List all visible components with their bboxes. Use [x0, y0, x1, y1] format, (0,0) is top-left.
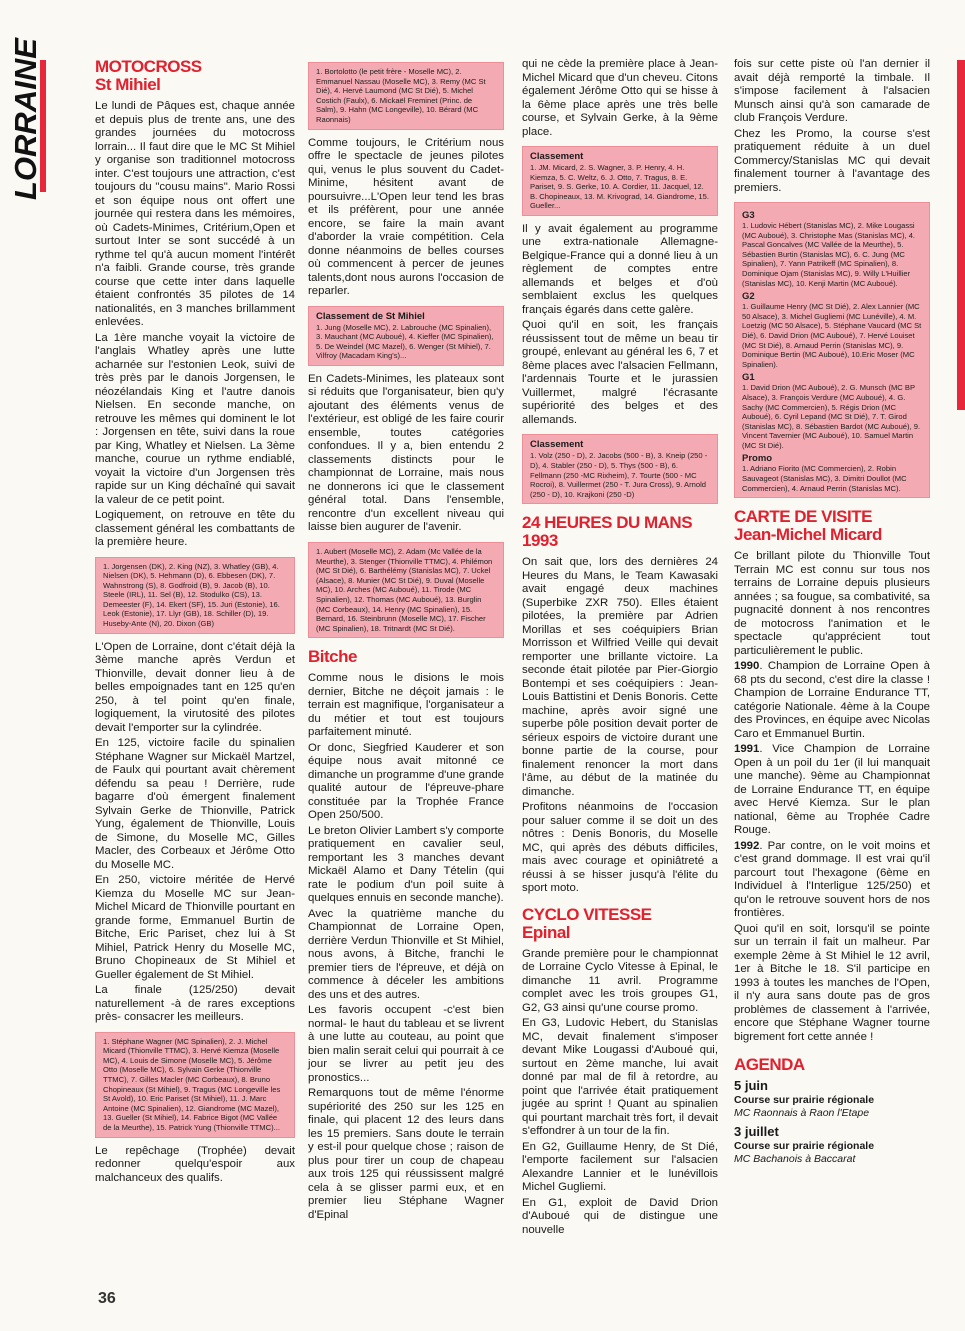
paragraph: La finale (125/250) devait naturellement -à de rares exceptions près- consacrer les meilleurs.: [95, 984, 295, 1024]
paragraph: Quoi qu'il en soit, lorsqu'il se pointe sur un terrain il fait un malheur. Par exemple 2ème à St Mihiel le 12 avril, 1er à Bitche le 18. S'il participe en 1993 à toutes les manches de l'Open, il n'y aura sans doute pas de gros problèmes de classement à l'arrivée, encore que Stéphane Wagner tourne bigrement fort cette année !: [734, 922, 930, 1043]
paragraph: En G1, exploit de David Drion d'Auboué qui de distingue une nouvelle: [522, 1196, 718, 1236]
paragraph: [734, 840, 930, 921]
year-text: . Vice Champion de Lorraine Open à un poil du 1er (il lui manquait une manche). 9ème au Championnat de Lorraine Endurance TT, en équipe avec Hervé Kiemza. Sur le plan national, 6ème au Trophée Cadre Rouge.: [734, 743, 930, 837]
column-3: [522, 58, 718, 1239]
paragraph: Les favoris occupent -c'est bien normal- le haut du tableau et se livrent à une lutte au couteau, au point que bien malin serait celui qui pourrait à ce jour se livrer au petit jeu des pronostics...: [308, 1004, 504, 1084]
paragraph: Comme nous le disions le mois dernier, Bitche ne déçoit jamais : le terrain est magnifique, l'organisateur a du métier et tout est toujours parfaitement minuté.: [308, 672, 504, 739]
year-text: . Champion de Lorraine Open à 68 pts du second, c'est dire la classe ! Champion de Lorraine Endurance TT, catégorie Nationale. 4ème à la Coupe des Provinces, en équipe avec Nicolas Caro et Emmanuel Burtin.: [734, 660, 930, 740]
carte-visite-title: [734, 508, 930, 544]
paragraph: Quoi qu'il en soit, les français réussissent tout de même un beau tir groupé, enlevant au général les 6, 7 et 8ème places avec l'alsacien Fellmann, l'ardennais Tourte et le jurassien Vuillermet, malgré l'écrasante supériorité des belges et des allemands.: [522, 319, 718, 426]
title-line-2: 1993: [522, 531, 558, 551]
paragraph: Or donc, Siegfried Kauderer et son équipe nous avait mitonné ce dimanche un programme d'une grande qualité autour de l'épreuve-phare constituée par la Trophée France Open 250/500.: [308, 741, 504, 822]
agenda-date: 5 juin: [734, 1078, 768, 1094]
paragraph: Profitons néanmoins de l'occasion pour saluer comme il se doit un des nôtres : Denis Bonoris, du Moselle MC, qui après des débuts difficiles, mais avec courage et opiniâtreté a réussi à se hisser jusqu'à l'élite du sport moto.: [522, 801, 718, 895]
paragraph: Avec la quatrième manche du Championnat de Lorraine Open, derrière Verdun Thionville et St Mihiel, nous avons, à Bitche, franchi le premier tiers de l'épreuve, et déjà on commence à déceler les ambitions des uns et des autres.: [308, 907, 504, 1001]
column-1: [95, 58, 295, 1187]
paragraph: Chez les Promo, la course s'est pratiquement réduite à un duel Commercy/Stanislas MC qui devait finalement tourner à l'avantage des premiers.: [734, 127, 930, 194]
year-text: . Par contre, on le voit moins et c'est grand dommage. Il est vrai qu'il parcourt tout l'hexagone (6ème en Individuel à l'Interligue 125/250) et qu'on le retrouve souvent hors de nos frontières.: [734, 839, 930, 920]
paragraph: Grande première pour le championnat de Lorraine Cyclo Vitesse à Epinal, le dimanche 11 avril. Programme complet avec les trois groupes G1, G2, G3 ainsi qu'une course promo.: [522, 947, 718, 1014]
box-text: 1. Adriano Fiorito (MC Commercien), 2. Robin Sauvageot (Stanislas MC), 3. Dimitri Doullot (MC Commercien), 4. Arnaud Perrin (Stanislas MC).: [742, 464, 907, 493]
agenda-title: [734, 1056, 930, 1074]
paragraph: En Cadets-Minimes, les plateaux sont si réduits que l'organisateur, bien qu'y ajoutant des éléments venus de l'extérieur, est obligé de les faire courir ensemble, toutes catégories confondues. Il y a, bien entendu 2 classements distincts pour le championnat de Lorraine, mais nous ne donnerons ici que le classement général total. Dans l'ensemble, rencontre d'un excellent niveau qui laisse bien augurer de l'avenir.: [308, 372, 504, 534]
paragraph: Le breton Olivier Lambert s'y comporte pratiquement en cavalier seul, remportant les 3 manches devant Mickaël Alamo et Dany Tételin (qui rate le podium d'un poil suite à quelques ennuis en seconde manche).: [308, 824, 504, 905]
bitche-title: [308, 648, 504, 666]
box-text: 1. Ludovic Hébert (Stanislas MC), 2. Mike Lougassi (MC Auboué), 3. Christophe Mas (Stanislas MC), 4. Pascal Goncalves (MC Vallée de la Meurthe), 5. Sébastien Burtin (Stanislas MC), 6. C. Jung (MC Spinalien), 7. Yann Patrikeff (MC Spinalien), 8. Dominique Ojam (Stanislas MC), 9. Willy L'Huillier (Stanislas MC), 10. Kenji Martin (MC Auboué).: [742, 221, 916, 288]
box-text: 1. David Drion (MC Auboué), 2. G. Munsch (MC BP Alsace), 3. François Verdure (MC Auboué), 4. G. Sachy (MC Commercien), 5. Régis Drion (MC Auboué), 6. Cyril Lepand (MC St Dié), 7. T. Girod (Stanislas MC), 8. Sébastien Bardot (MC Auboué), 9. Vincent Tavernier (MC Auboué), 10. Samuel Martin (MC St Dié).: [742, 383, 921, 450]
paragraph: En 250, victoire méritée de Hervé Kiemza du Moselle MC sur Jean-Michel Micard de Thionville pourtant en grande forme, Emmanuel Burtin de Bitche, Eric Pariset, chez lui à St Mihiel, Patrick Henry du Moselle MC, Bruno Chopineaux de St Mihiel et Gueller également de St Mihiel.: [95, 874, 295, 981]
paragraph: Comme toujours, le Critérium nous offre le spectacle de jeunes pilotes qui, venus le plus souvent du Cadet-Minime, hésitent avant de poursuivre...L'Open leur tend les bras et ils préfèrent, pour une année encore, se faire la main avant d'aborder la vraie compétition. Cela donne néanmoins de belles courses où commencent à percer de jeunes talents,dont nous aurons l'occasion de reparler.: [308, 136, 504, 298]
box-title: Classement: [530, 151, 584, 162]
paragraph: En 125, victoire facile du spinalien Stéphane Wagner sur Mickaël Martzel, de Faulx qui pourtant avait chèrement défendu sa peau ! Derrière, rude bagarre d'où émergent finalement Sylvain Gerke de Thionville, Patrick Yung, également de Thionville, Louis de Simone, du Moselle MC, Gilles Macler, des Corbeaux et Jérôme Otto du Moselle MC.: [95, 737, 295, 871]
results-box: [522, 434, 718, 504]
agenda-place: MC Raonnais à Raon l'Etape: [734, 1107, 870, 1120]
title-line-1: MOTOCROSS: [95, 57, 202, 76]
right-accent-bar: [957, 60, 965, 410]
column-2: [308, 58, 504, 1224]
results-box: 1. Stéphane Wagner (MC Spinalien), 2. J. Michel Micard (Thionville TTMC), 3. Hervé Kiemza (Moselle MC), 4. Louis de Simone (Moselle MC), 5. Jérôme Otto (Moselle MC), 6. Sylvain Gerke (Thionville TTMC), 7. Gilles Macler (MC Corbeaux), 8. Bruno Chopineaux (St Mihiel), 9. Tragus (MC Longeville les St Avold), 10. Eric Pariset (St Mihiel), 11. J. Marc Antoine (MC Spinalien), 12. Giandrome (MC Mazel), 13. Gueller (St Mihiel), 14. Fabrice Bigot (MC Vallée de la Meurthe), 15. Patrick Yung (Thionville TTMC)...: [95, 1032, 295, 1138]
year: 1991: [734, 743, 760, 756]
agenda-event: Course sur prairie régionale: [734, 1140, 875, 1153]
paragraph: Remarquons tout de même l'énorme supériorité des 250 sur les 125 en finale, qui placent 12 des leurs dans les 15 premiers. Sans doute le terrain y est-il pour quelque chose ; raison de plus pour tirer un coup de chapeau aux trois 125 qui réussissent malgré cela à se glisser parmi eux, et en premier lieu Stéphane Wagner d'Epinal: [308, 1087, 504, 1221]
box-text: 1. Jung (Moselle MC), 2. Labrouche (MC Spinalien), 3. Mauchant (MC Auboué), 4. Kieffer (MC Spinalien), 5. De Weindel (MC Mazel), 6. Wenger (St Mihiel), 7. Vilfroy (Macadam King's)...: [316, 322, 494, 361]
paragraph: qui ne cède la première place à Jean-Michel Micard que d'un cheveu. Citons également Jérôme Otto qui se hisse à la 6ème place après une très belle course, et Sylvain Gerke, à la 9ème place.: [522, 58, 718, 138]
title-line-1: CARTE DE VISITE: [734, 507, 872, 527]
box-title: G2: [742, 291, 755, 303]
box-text: 1. Volz (250 - D), 2. Jacobs (500 - B), 3. Kneip (250 - D), 4. Stabler (250 - D), 5. Thys (500 - B), 6. Fellmann (250 -MC Rixheim), 7. Tourte (500 - MC Rocroi), 8. Vuillermet (250 - T. Jura Cross), 9. Arnold (250 - D), 10. Krajkoni (250 -D): [530, 451, 708, 499]
results-box: 1. Jorgensen (DK), 2. King (NZ), 3. Whatley (GB), 4. Nielsen (DK), 5. Hehmann (D), 6. Ebbesen (DK), 7. Wahnstrong (S), 8. Godfroid (B), 9. Jacob (B), 10. Steele (IRL), 11. Sel (B), 12. Stodulko (CS), 13. Demeester (F), 14. Ekert (SF), 15. Juri (Estonie), 16. Leok (Estonie), 17. Llyr (GB), 18. Schiller (D), 19. Huseby-Ante (N), 20. Dixon (GB): [95, 557, 295, 634]
paragraph: Ce brillant pilote du Thionville Tout Terrain MC est connu sur tous nos terrains de Lorraine depuis plusieurs années ; sa fougue, sa combativité, sa pugnacité donnent à nos rencontres de motocross l'animation et le spectacle qu'apprécient tout particulièrement le public.: [734, 550, 930, 657]
page-number: 36: [98, 1290, 116, 1307]
results-box: [734, 202, 930, 498]
results-box: [308, 306, 504, 366]
agenda-date: 3 juillet: [734, 1124, 779, 1140]
results-box: [522, 146, 718, 216]
agenda-item: [734, 1124, 930, 1166]
box-text: 1. Guillaume Henry (MC St Dié), 2. Alex Lannier (MC 50 Alsace), 3. Michel Gugliemi (MC Lunéville), 4. M. Loetzig (MC 50 Alsace), 5. Stéphane Vaucard (MC St Dié), 6. David Drion (MC Auboué), 7. Hervé Louiset (MC St Dié), 8. Arnaud Perrin (Stanislas MC), 9. Dominique Bertin (MC Auboué), 10.Eric Moser (MC Spinalien).: [742, 302, 922, 369]
paragraph: Il y avait également au programme une extra-nationale Allemagne-Belgique-France qui a donné lieu à un règlement de comptes entre allemands et belges et d'où semblaient exclus les quelques français égarés dans cette galère.: [522, 222, 718, 316]
cyclo-title: [522, 906, 718, 942]
paragraph: La 1ère manche voyait la victoire de l'anglais Whatley après une lutte acharnée sur l'estonien Leok, suivi de très près par le danois Jorgensen, le néozélandais King et l'autre danois Nielsen. En seconde manche, on retrouve les mêmes qui dominent le lot : Jorgensen en tête, suivi dans la roue par King, Whatley et Nielsen. La 3ème manche, courue un rythme endiablé, voyait la victoire d'un Jorgensen très rapide sur un King déchaîné qui savait la valeur de ce petit point.: [95, 331, 295, 506]
title-line-2: St Mihiel: [95, 75, 161, 94]
box-title: G3: [742, 210, 755, 221]
box-title: G1: [742, 372, 755, 384]
paragraph: On sait que, lors des dernières 24 Heures du Mans, le Team Kawasaki avait engagé deux machines (Superbike ZXR 750). Elles étaient pilotées, la première par Adrien Morillas et ses coéquipiers Brian Morrisson et Wilfried Veille qui devait remporter une brillante victoire. La seconde était pilotée par Pier-Giorgio Bontempi et ses coéquipiers : Jean-Louis Battistini et Denis Bonoris. Cette machine, après avoir signé une superbe pôle position devait porter de sérieux espoirs de victoire durant une bonne partie de la course, pour finalement renoncer la mort dans l'âme, au début de la matinée du dimanche.: [522, 556, 718, 798]
year: 1990: [734, 660, 760, 673]
year: 1992: [734, 839, 760, 852]
title-line: Bitche: [308, 647, 357, 667]
paragraph: [734, 660, 930, 741]
paragraph: [734, 743, 930, 838]
box-title: Classement de St Mihiel: [316, 310, 425, 322]
box-text: 1. JM. Micard, 2. S. Wagner, 3. P. Henry, 4. H. Kiemza, 5. C. Weltz, 6. J. Otto, 7. Tragus, 8. E. Pariset, 9. S. Gerke, 10. A. Cordier, 11. Jacquel, 12. B. Chopineaux, 13. M. Krivograd, 14. Giandrome, 15. Gueller...: [530, 163, 709, 211]
title-line-2: Epinal: [522, 922, 571, 942]
agenda-event: Course sur prairie régionale: [734, 1094, 875, 1107]
title-line-1: CYCLO VITESSE: [522, 904, 652, 924]
paragraph: fois sur cette piste où l'an dernier il avait déjà remporté la timbale. Il s'impose facilement à l'alsacien Munsch ainsi qu'à son camarade de club François Verdure.: [734, 58, 930, 124]
paragraph: Le repêchage (Trophée) devait redonner quelqu'espoir aux malchanceux des qualifs.: [95, 1144, 295, 1184]
paragraph: L'Open de Lorraine, dont c'était déjà la 3ème manche après Verdun et Thionville, devait donner lieu à de belles empoignades tant en 125 qu'en 250, à tel point qu'en finale, logiquement, la virutosité des pilotes devait l'emporter sur la cylindrée.: [95, 640, 295, 734]
agenda-place: MC Bachanois à Baccarat: [734, 1153, 856, 1166]
paragraph: En G3, Ludovic Hebert, du Stanislas MC, devait finalement s'imposer devant Mike Lougassi d'Auboué qui, surtout en 2ème manche, lui avait donné par mal de fil à retordre, au point que l'arrivée était pratiquement jugée au sprint ! Quant au spinalien qui pourtant marchait très fort, il devait s'effondrer à un tour de la fin.: [522, 1017, 718, 1138]
paragraph: Logiquement, on retrouve en tête du classement général les combattants de la première heure.: [95, 509, 295, 548]
title-line-2: Jean-Michel Micard: [734, 525, 882, 545]
motocross-title: [95, 58, 295, 94]
paragraph: Le lundi de Pâques est, chaque année et depuis plus de trente ans, une des grandes journées du motocross lorrain... Il faut dire que le MC St Mihiel y organise son traditionnel motocross inter. C'est toujours une attraction, c'est toujours du "cousu mains". Mario Rossi et son équipe nous ont offert une journée qui restera dans les mémoires, où Cadets-Minimes, Critérium,Open et surtout Inter se sont succédé à un rythme tel qu'à aucun moment l'intérêt n'a faibli. Grande course, très grande course que cette inter dans laquelle étaient confrontés 35 pilotes de 14 nationalités, en 3 manches brillamment enlevées.: [95, 100, 295, 328]
paragraph: En G2, Guillaume Henry, de St Dié, l'emporte facilement sur l'alsacien Alexandre Lannier et le lunévillois Michel Gugliemi.: [522, 1140, 718, 1194]
results-box: 1. Bortolotto (le petit frère - Moselle MC), 2. Emmanuel Nassau (Moselle MC), 3. Remy (MC St Dié), 4. Hervé Laumond (MC St Dié), 5. Michel Costich (Faulx), 6. Mickaël Freminet (Princ. de Salm), 9. Hahn (MC Longeville), 10. Bérard (MC Raonnais): [308, 62, 504, 130]
box-title: Promo: [742, 453, 773, 465]
section-label: LORRAINE: [8, 38, 43, 200]
title-line-1: 24 HEURES DU MANS: [522, 513, 693, 533]
le-mans-title: [522, 514, 718, 550]
agenda-item: [734, 1078, 930, 1120]
column-4: [734, 58, 930, 1166]
results-box: 1. Aubert (Moselle MC), 2. Adam (Mc Vallée de la Meurthe), 3. Stenger (Thionville TTMC), 4. Philémon (MC St Dié), 6. Barthélémy (Stanislas MC), 7. Uckel (Alsace), 8. Munier (MC St Dié), 9. Duval (Moselle MC), 10. Arches (MC Auboué), 11. Tirode (MC Spinalien), 12. Thomas (MC Auboué), 13. Burglin (MC Corbeaux), 14. Henry (MC Spinalien), 15. Bernard, 16. Steinbrunn (Moselle MC), 17. Fischer (MC Spinalien), 18. Tritnardt (MC St Dié).: [308, 542, 504, 638]
title-line: AGENDA: [734, 1055, 805, 1075]
box-title: Classement: [530, 439, 584, 451]
